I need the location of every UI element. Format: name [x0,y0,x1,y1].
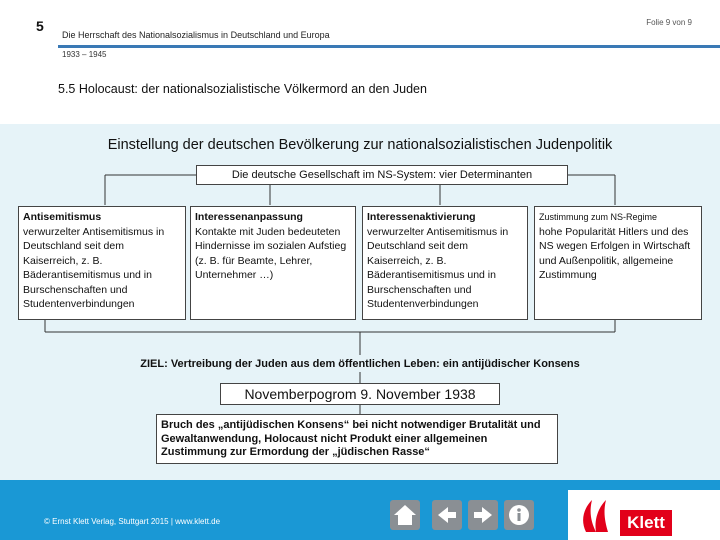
column-heading: Zustimmung zum NS-Regime [539,212,658,222]
goal-text: ZIEL: Vertreibung der Juden aus dem öffentlichen Leben: ein antijüdischer Konsens [140,358,580,370]
column-zustimmung [534,206,702,320]
copyright-text: © Ernst Klett Verlag, Stuttgart 2015 | www.klett.de [44,517,221,526]
info-icon [504,500,534,530]
column-heading: Interessenaktivierung [367,211,476,223]
klett-emblem-icon [572,490,622,540]
home-icon [390,500,420,530]
header-years: 1933 – 1945 [62,50,107,59]
main-title: Einstellung der deutschen Bevölkerung zur nationalsozialistischen Judenpolitik [107,137,613,153]
column-heading: Interessenanpassung [195,211,303,223]
previous-button[interactable] [432,500,462,530]
header-title: Die Herrschaft des Nationalsozialismus in Deutschland und Europa [62,30,330,40]
chapter-number: 5 [36,18,44,34]
klett-logo-text: Klett [620,510,672,536]
slide-subtitle: 5.5 Holocaust: der nationalsozialistische Völkermord an den Juden [58,82,427,96]
pogrom-box: Novemberpogrom 9. November 1938 [220,383,500,405]
home-button[interactable] [390,500,420,530]
info-button[interactable] [504,500,534,530]
next-button[interactable] [468,500,498,530]
arrow-right-icon [468,500,498,530]
column-text: Kontakte mit Juden bedeuteten Hindernisse im sozialen Aufstieg (z. B. für Beamte, Lehrer, Unternehmer …) [195,225,347,281]
column-heading: Antisemitismus [23,211,102,223]
column-text: hohe Popularität Hitlers und des NS wegen Erfolgen in Wirtschaft und Außenpolitik, allgemeine Zustimmung [539,225,691,281]
arrow-left-icon [432,500,462,530]
determinants-box: Die deutsche Gesellschaft im NS-System: vier Determinanten [196,165,568,185]
column-antisemitismus [18,206,186,320]
column-interessenaktivierung [362,206,528,320]
slide-counter: Folie 9 von 9 [646,18,692,27]
column-interessenanpassung [190,206,356,320]
column-text: verwurzelter Antisemitismus in Deutschland seit dem Kaiserreich, z. B. Bäderantisemitismus und in Burschenschaften und Studentenverbindungen [367,225,509,310]
conclusion-box: Bruch des „antijüdischen Konsens“ bei nicht notwendiger Brutalität und Gewaltanwendung, Holocaust nicht Produkt einer allgemeinen Zustimmung zur Ermordung der „jüdischen Rasse“ [156,414,558,464]
column-text: verwurzelter Antisemitismus in Deutschland seit dem Kaiserreich, z. B. Bäderantisemitismus und in Burschenschaften und Studentenverbindungen [23,225,165,310]
